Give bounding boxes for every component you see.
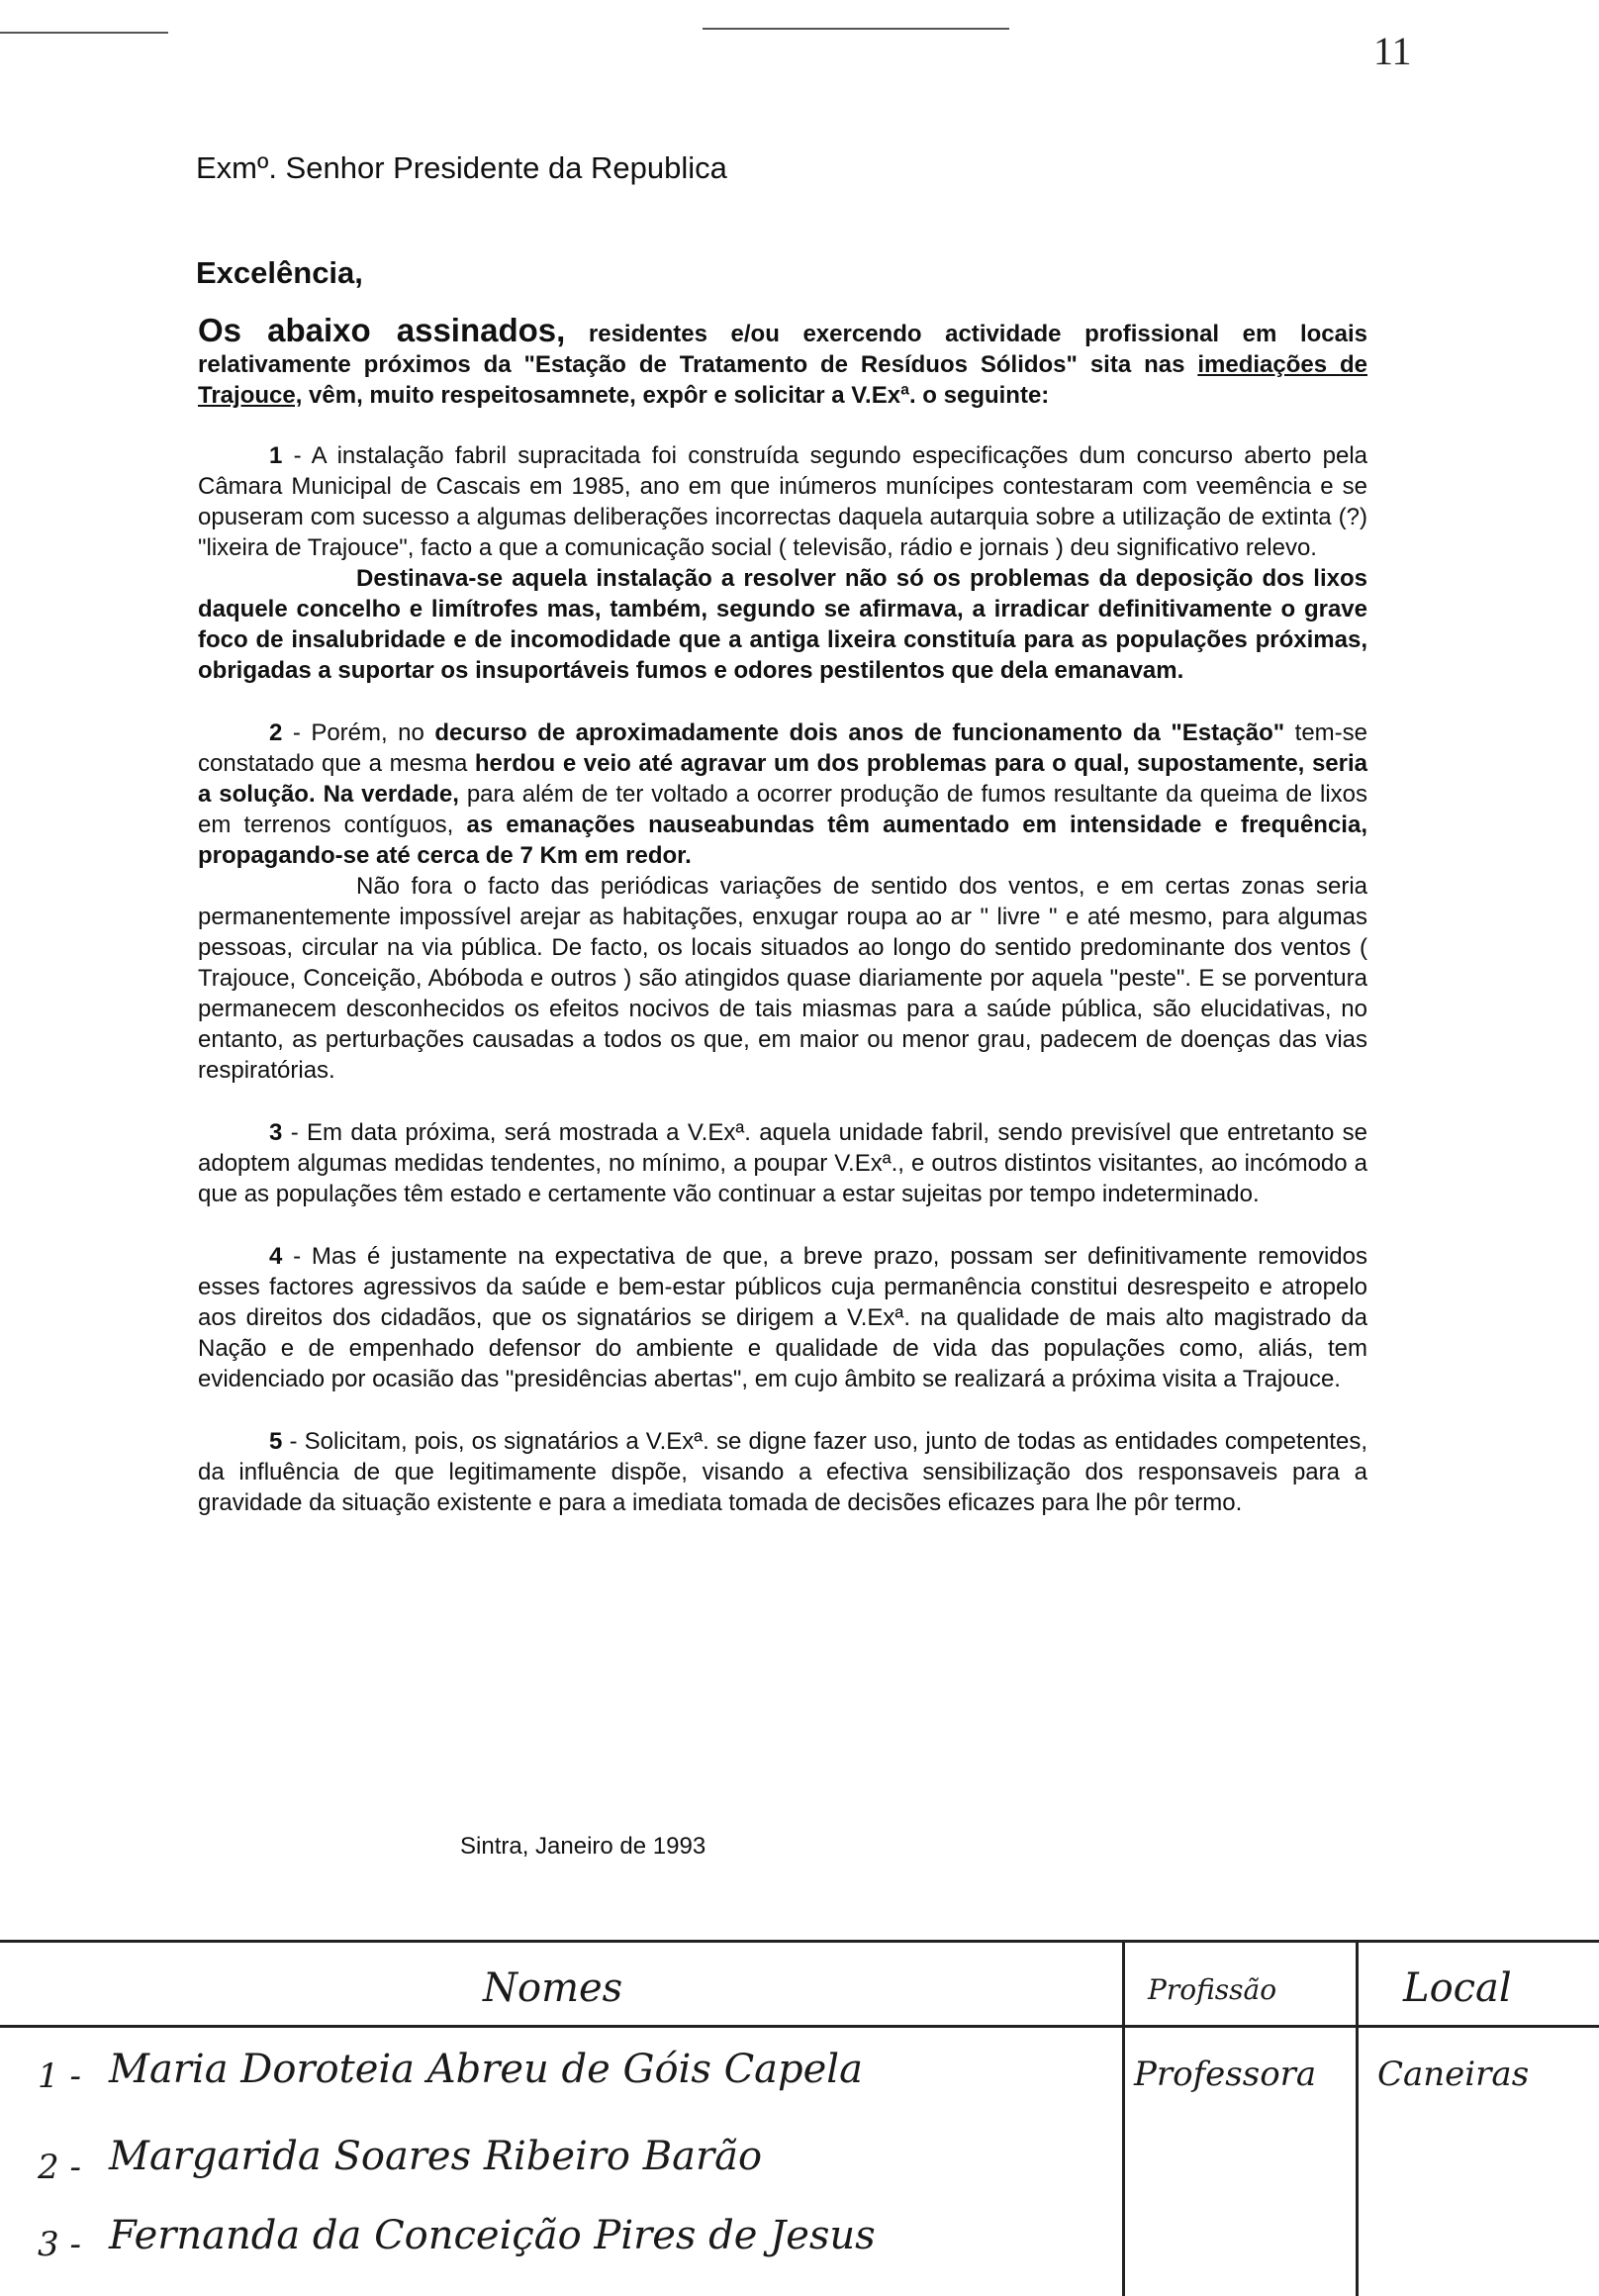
recipient-line: Exmº. Senhor Presidente da Republica (196, 150, 727, 185)
paragraph-2-text-a5: para além de ter voltado a ocorrer produção de fumos resultante da queima de lixos em terrenos contíguos, (198, 781, 1368, 838)
paragraph-2-text-a3: tem-se constatado que a mesma (198, 719, 1368, 777)
table-column-divider-2 (1356, 1940, 1359, 2296)
scan-line-top-center (703, 28, 1009, 30)
intro-paragraph (198, 312, 1367, 411)
paragraph-4-text: - Mas é justamente na expectativa de que, a breve prazo, possam ser definitivamente removidos esses factores agressivos da saúde e bem-estar públicos cuja permanência constitui desrespeito e atropelo aos direitos dos cidadãos, que os signatários se dirigem a V.Exª. na qualidade de mais alto magistrado da Nação e de empenhado defensor do ambiente e qualidade de vida das populações como, aliás, tem evidenciado por ocasião das "presidências abertas", em cujo âmbito se realizará a próxima visita a Trajouce. (198, 1243, 1367, 1392)
place-and-date: Sintra, Janeiro de 1993 (460, 1833, 706, 1860)
paragraph-3-text: - Em data próxima, será mostrada a V.Exª. aquela unidade fabril, sendo previsível que entretanto se adoptem algumas medidas tendentes, no mínimo, a poupar V.Exª., e outros distintos visitantes, ao incómodo a que as populações têm estado e certamente vão continuar a estar sujeitas por tempo indeterminado. (198, 1119, 1367, 1207)
table-top-border (0, 1940, 1599, 1943)
page-number: 11 (1373, 29, 1412, 73)
table-column-divider-1 (1122, 1940, 1125, 2296)
header-profession: Profissão (1148, 1973, 1277, 2006)
paragraph-2-text-a6: as emanações nauseabundas têm aumentado em intensidade e frequência, propagando-se até cerca de 7 Km em redor. (198, 812, 1367, 869)
paragraph-2 (198, 718, 1367, 1086)
row-1-local: Caneiras (1377, 2055, 1530, 2094)
row-2-name: Margarida Soares Ribeiro Barão (109, 2134, 763, 2179)
intro-lead: Os abaixo assinados, (198, 312, 566, 348)
intro-text-1: residentes e/ou exercendo actividade profissional em locais relativamente próximos da "Estação de Tratamento de Resíduos Sólidos" sita nas (198, 321, 1367, 378)
paragraph-2-text-a2: decurso de aproximadamente dois anos de funcionamento da "Estação" (434, 719, 1285, 746)
paragraph-5-number: 5 (269, 1428, 283, 1455)
table-header-border (0, 2025, 1599, 2028)
scan-line-top-left (0, 32, 168, 34)
paragraph-1-text-b: Destinava-se aquela instalação a resolver não só os problemas da deposição dos lixos daquele concelho e limítrofes mas, também, segundo se afirmava, a irradicar definitivamente o grave foco de insalubridade e de incomodidade que a antiga lixeira constituía para as populações próximas, obrigadas a suportar os insuportáveis fumos e odores pestilentos que dela emanavam. (198, 565, 1367, 684)
paragraph-4-number: 4 (269, 1243, 283, 1270)
row-3-number: 3 - (38, 2225, 81, 2264)
paragraph-1 (198, 440, 1367, 686)
intro-place: imediações de Trajouce, (198, 351, 1367, 409)
row-1-name: Maria Doroteia Abreu de Góis Capela (109, 2047, 863, 2092)
paragraph-5 (198, 1426, 1367, 1518)
paragraph-2-text-a4: herdou e veio até agravar um dos problemas para o qual, supostamente, seria a solução. Na verdade, (198, 750, 1367, 808)
header-names: Nomes (483, 1965, 623, 2011)
paragraph-1-text-a: - A instalação fabril supracitada foi construída segundo especificações dum concurso aberto pela Câmara Municipal de Cascais em 1985, ano em que inúmeros munícipes contestaram com veemência e se opuseram com sucesso a algumas deliberações incorrectas daquela autarquia sobre a utilização de extinta (?) "lixeira de Trajouce", facto a que a comunicação social ( televisão, rádio e jornais ) deu significativo relevo. (198, 442, 1367, 561)
letter-body (198, 312, 1368, 1550)
intro-text-2: vêm, muito respeitosamnete, expôr e solicitar a V.Exª. o seguinte: (302, 382, 1050, 409)
paragraph-4 (198, 1241, 1367, 1394)
paragraph-1-number: 1 (269, 442, 283, 469)
paragraph-2-number: 2 (269, 719, 283, 746)
paragraph-2-text-a1: - Porém, no (282, 719, 435, 746)
row-2-number: 2 - (38, 2148, 81, 2187)
signature-table (0, 1940, 1599, 2296)
header-local: Local (1403, 1965, 1512, 2011)
row-3-name: Fernanda da Conceição Pires de Jesus (109, 2213, 876, 2258)
row-1-profession: Professora (1134, 2055, 1317, 2094)
paragraph-2-text-b: Não fora o facto das periódicas variações de sentido dos ventos, e em certas zonas seria permanentemente impossível arejar as habitações, enxugar roupa ao ar " livre " e até mesmo, para algumas pessoas, circular na via pública. De facto, os locais situados ao longo do sentido predominante dos ventos ( Trajouce, Conceição, Abóboda e outros ) são atingidos quase diariamente por aquela "peste". E se porventura permanecem desconhecidos os efeitos nocivos de tais miasmas para a saúde pública, são elucidativas, no entanto, as perturbações causadas a todos os que, em maior ou menor grau, padecem de doenças das vias respiratórias. (198, 873, 1367, 1084)
paragraph-5-text: - Solicitam, pois, os signatários a V.Exª. se digne fazer uso, junto de todas as entidades competentes, da influência de que legitimamente dispõe, visando a efectiva sensibilização dos responsaveis para a gravidade da situação existente e para a imediata tomada de decisões eficazes para lhe pôr termo. (198, 1428, 1367, 1516)
row-1-number: 1 - (38, 2057, 81, 2096)
greeting: Excelência, (196, 255, 363, 290)
paragraph-3 (198, 1117, 1367, 1209)
paragraph-3-number: 3 (269, 1119, 283, 1146)
